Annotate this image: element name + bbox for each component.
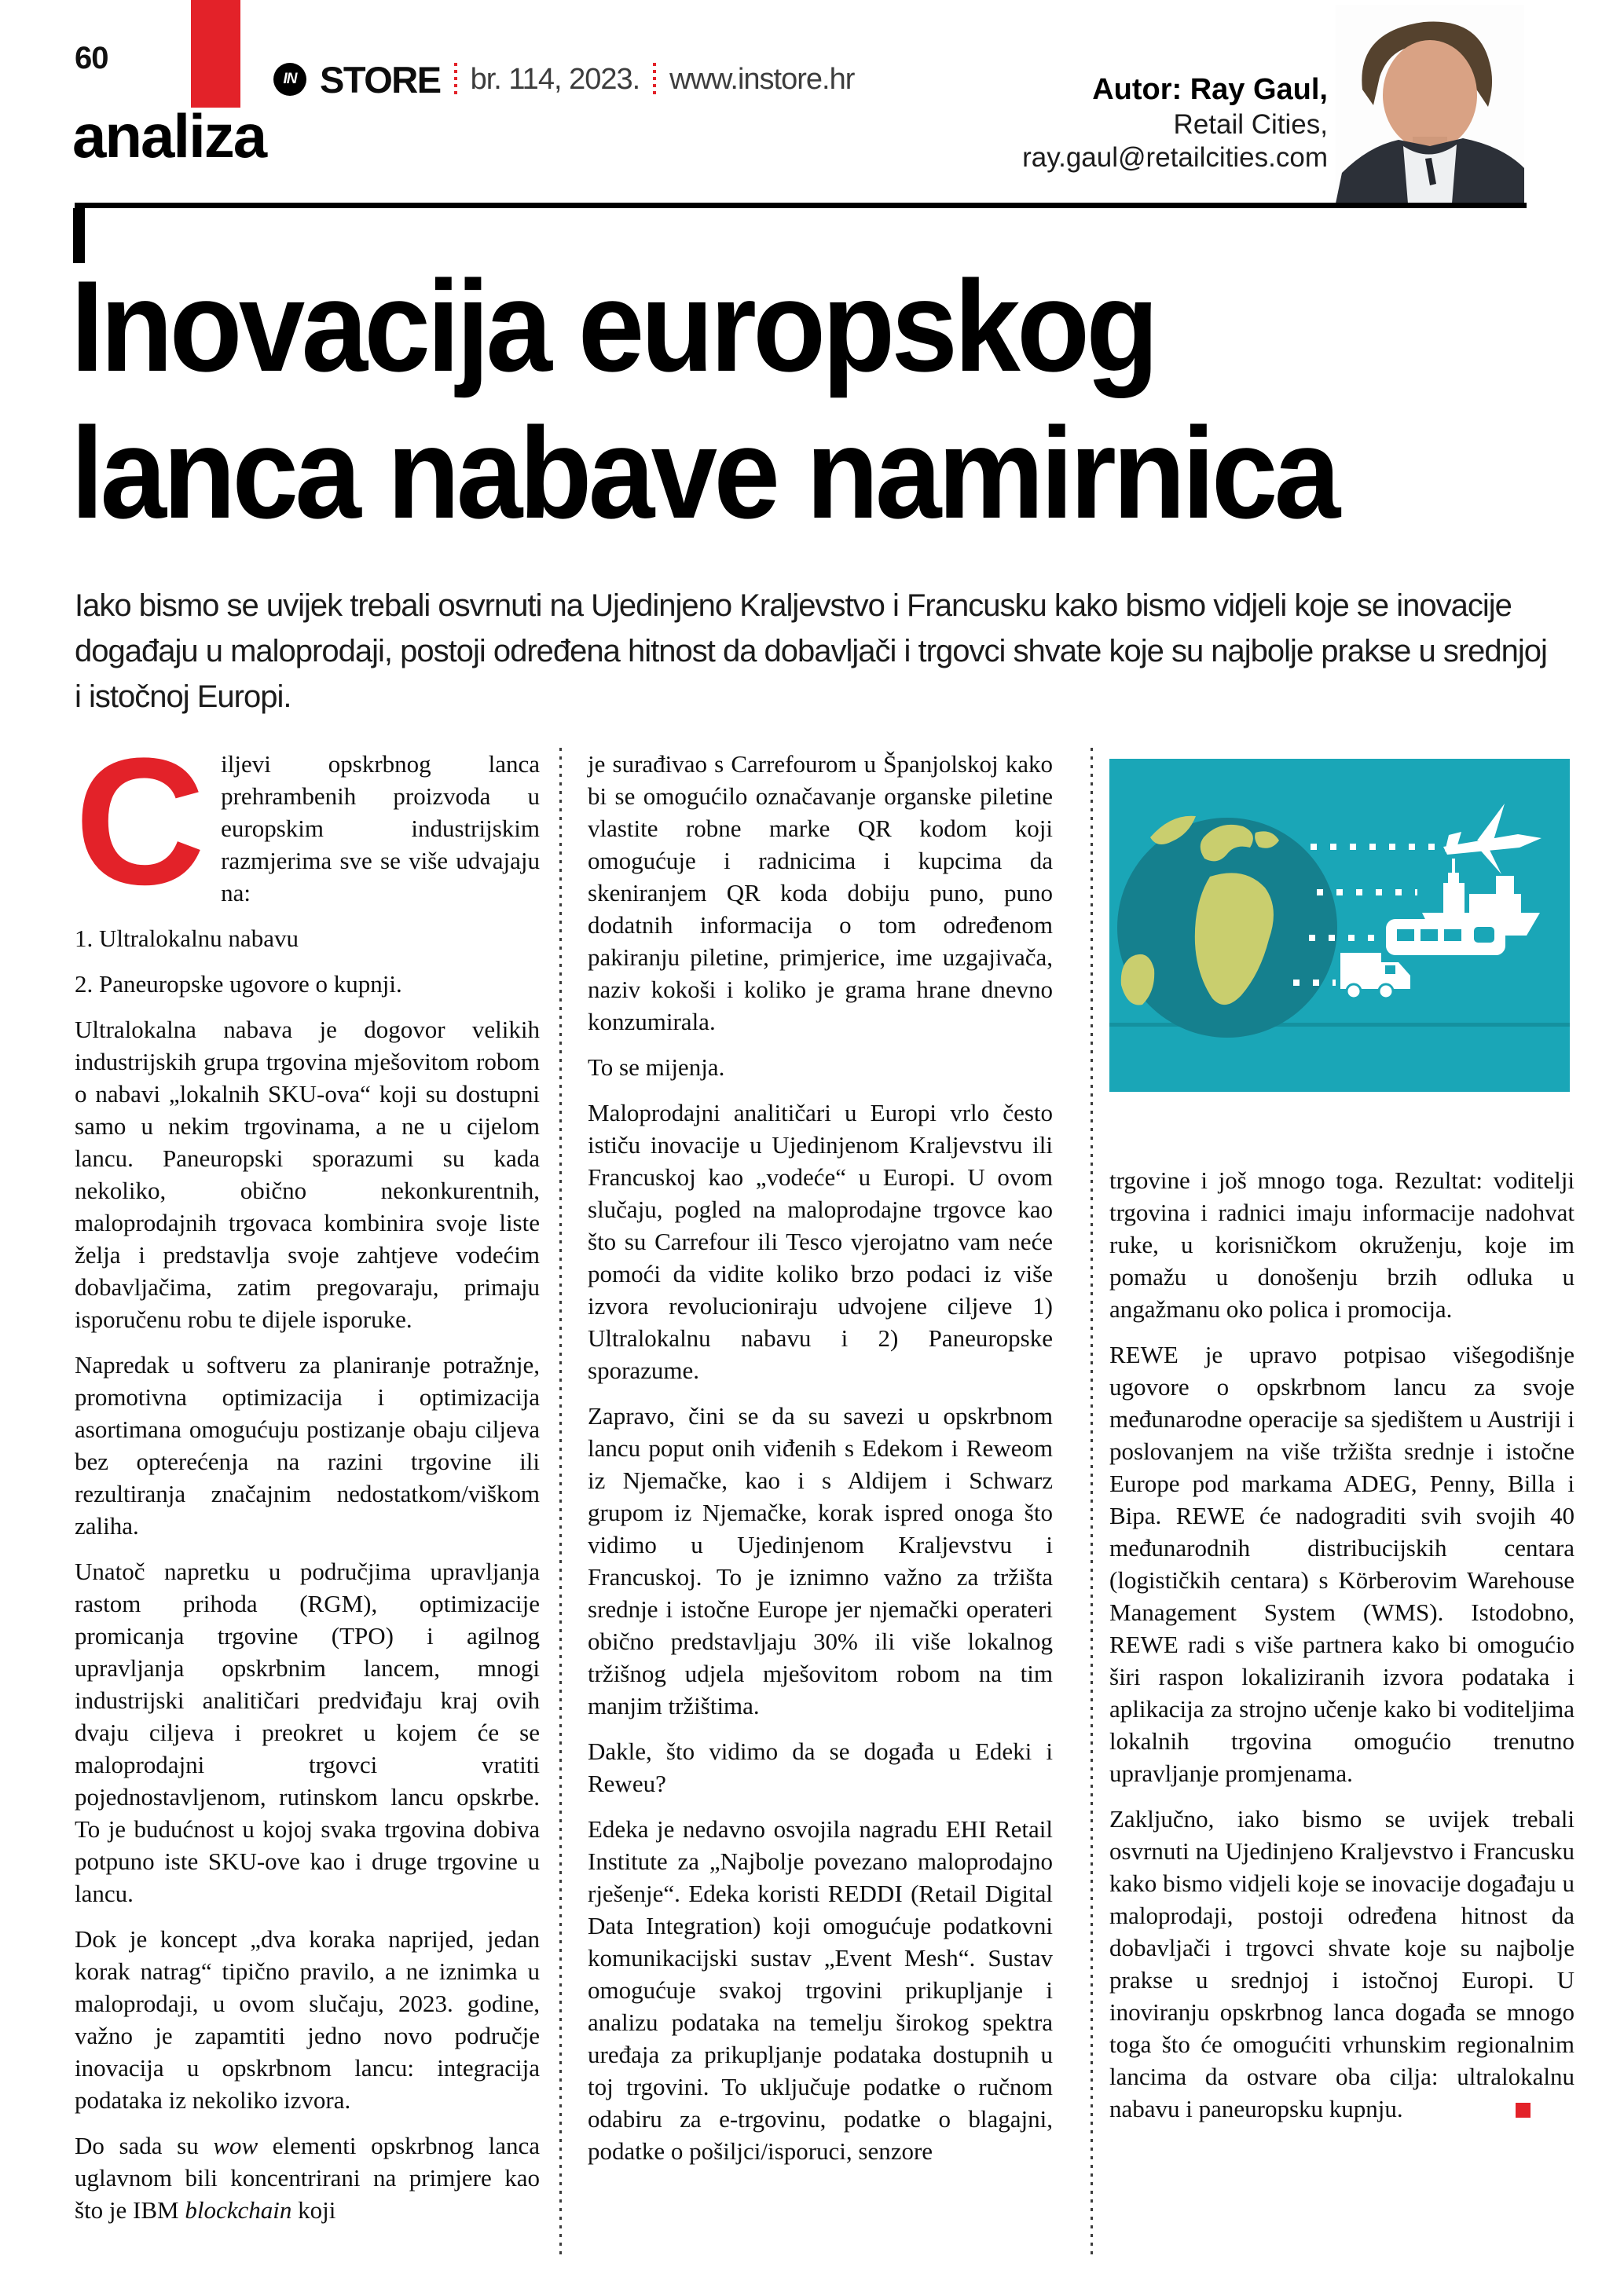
paragraph: Ultralokalna nabava je dogovor velikih industrijskih grupa trgovina mješovitom robom o nabavi „lokalnih SKU-ova“ koji su dostupni samo u nekim trgovinama, a ne u cijelom lancu. Paneuropski sporazumi su kada nekoliko, obično nekonkurentnih, maloprodajnih trgovaca kombinira svoje liste želja i predstavlja svoje zahtjeve vodećim dobavljačima, zatim pregovaraju, primaju isporučenu robu te dijele isporuke.	[75, 1016, 540, 1333]
author-block	[786, 72, 1328, 174]
instore-logo-icon: IN	[273, 63, 306, 96]
section-title: analiza	[72, 101, 266, 170]
list-item: 1. Ultralokalnu nabavu	[75, 925, 299, 952]
lead-paragraph: Iako bismo se uvijek trebali osvrnuti na Ujedinjeno Kraljevstvo i Francusku kako bismo vidjeli koje se inovacije događaju u maloprodaji, postoji određena hitnost da dobavljači i trgovci shvate koje su najbolje prakse u srednjoj i istočnoj Europi.	[75, 588, 1547, 714]
paragraph: Do sada su wow elementi opskrbnog lanca uglavnom bili koncentrirani na primjere kao što je IBM blockchain koji	[75, 2132, 540, 2224]
column-separator	[559, 748, 562, 2260]
paragraph: REWE je upravo potpisao višegodišnje ugovore o opskrbnom lancu za svoje međunarodne operacije sa sjedištem u Austriji i poslovanjem na više tržišta srednje i istočne Europe pod markama ADEG, Penny, Billa i Bipa. REWE će nadograditi svih svojih 40 međunarodnih distribucijskih centara (logističkih centara) s Körberovim Warehouse Management System (WMS). Istodobno, REWE radi s više partnera kako bi omogućio širi raspon lokaliziranih izvora podataka i aplikacija za strojno učenje kako bi voditeljima lokalnih trgovina omogućio trenutno upravljanje promjenama.	[1109, 1341, 1575, 1787]
body-column-3	[1109, 748, 1575, 2138]
paragraph	[75, 720, 540, 922]
masthead	[273, 60, 854, 99]
body-column-2	[588, 748, 1053, 2181]
author-email: ray.gaul@retailcities.com	[1022, 141, 1328, 173]
paragraph: Zaključno, iako bismo se uvijek trebali osvrnuti na Ujedinjeno Kraljevstvo i Francusku kako bismo vidjeli koje se inovacije događaju u maloprodaji, postoji određena hitnost da dobavljači i trgovci shvate koje su najbolje prakse u srednjoj i istočnoj Europi. U inoviranju opskrbnog lanca događa se mnogo toga što će omogućiti vrhunskim regionalnim lancima da ostvare oba cilja: ultralokalnu nabavu i paneuropsku kupnju.	[1109, 1805, 1575, 2122]
article-headline	[71, 253, 1447, 547]
masthead-red-bar	[191, 0, 240, 108]
paragraph: Dakle, što vidimo da se događa u Edeki i Reweu?	[588, 1738, 1053, 1797]
issue-number: br. 114, 2023.	[470, 62, 640, 96]
header-rule	[75, 203, 1527, 208]
logistics-illustration	[1109, 759, 1570, 1092]
globe	[1117, 816, 1337, 1038]
bus-icon	[1386, 919, 1505, 955]
paragraph: Napredak u softveru za planiranje potražnje, promotivna optimizacija i optimizacija asortimana omogućuju postizanje obaju ciljeva bez opterećenja na razini trgovine ili rezultiranja značajnim nedostatkom/viškom zaliha.	[75, 1351, 540, 1540]
author-photo	[1336, 5, 1524, 203]
paragraph: Dok je koncept „dva koraka naprijed, jedan korak natrag“ tipično pravilo, a ne iznimka u maloprodaji, u ovom slučaju, 2023. godine, važno je zapamtiti jedno novo područje inovacija u opskrbnom lancu: integracija podataka iz nekoliko izvora.	[75, 1925, 540, 2114]
paragraph: Edeka je nedavno osvojila nagradu EHI Retail Institute za „Najbolje povezano maloprodajno rješenje“. Edeka koristi REDDI (Retail Digital Data Integration) koji omogućuje podatkovni komunikacijski sustav „Event Mesh“. Sustav omogućuje svakoj trgovini prikupljanje i analizu podataka na temelju širokog spektra uređaja za prikupljanje podataka dostupnih u toj trgovini. To uključuje podatke o ručnom odabiru za e-trgovinu, podatke o blagajni, podatke o pošiljci/isporuci, senzore	[588, 1815, 1053, 2165]
paragraph: Zapravo, čini se da su savezi u opskrbnom lancu poput onih viđenih s Edekom i Reweom iz Njemačke, kao i s Aldijem i Schwarz grupom iz Njemačke, korak ispred onoga što vidimo u Ujedinjenom Kraljevstvu i Francuskoj. To je iznimno važno za tržišta srednje i istočne Europe jer njemački operateri obično predstavljaju 30% ili više lokalnog tržišnog udjela mješovitom robom na tim manjim tržištima.	[588, 1402, 1053, 1719]
headline-line-2: lanca nabave namirnica	[71, 401, 1337, 545]
list-item: 2. Paneuropske ugovore o kupnji.	[75, 970, 402, 998]
paragraph: To se mijenja.	[588, 1053, 725, 1081]
italic-term: blockchain	[185, 2196, 292, 2224]
body-column-1	[75, 720, 540, 2239]
headline-line-1: Inovacija europskog	[71, 254, 1156, 398]
paragraph: Unatoč napretku u područjima upravljanja rastom prihoda (RGM), optimizacije promicanja trgovine (TPO) i agilnog upravljanja opskrbnim lancem, mnogi industrijski analitičari predviđaju kraj ovih dvaju ciljeva i preokret u kojem će se maloprodajni trgovci vratiti pojednostavljenom, rutinskom lancu opskrbe. To je budućnost u kojoj svaka trgovina dobiva potpuno iste SKU-ove kao i druge trgovine u lancu.	[75, 1558, 540, 1907]
drop-cap: C	[75, 720, 206, 922]
website-url: www.instore.hr	[669, 62, 855, 96]
paragraph: Maloprodajni analitičari u Europi vrlo često ističu inovacije u Ujedinjenom Kraljevstvu ili Francuskoj kao „vodeće“ u Europi. U ovom slučaju, pogled na maloprodajne trgovce kao što su Carrefour ili Tesco vjerojatno vam neće pomoći da vidite koliko brzo podaci iz više izvora revolucioniraju udvojene ciljeve 1) Ultralokalnu nabavu i 2) Paneuropske sporazume.	[588, 1099, 1053, 1384]
masthead-dotted-separator	[454, 63, 457, 96]
masthead-dotted-separator	[653, 63, 656, 96]
paragraph: je surađivao s Carrefourom u Španjolskoj kako bi se omogućilo označavanje organske piletine vlastite robne marke QR kodom koji omogućuje i radnicima i kupcima da skeniranjem QR koda dobiju puno, puno dodatnih informacija o tom određenom pakiranju piletine, primjerice, ime uzgajivača, naziv kokoši i koliko je grama hrane dnevno konzumirala.	[588, 750, 1053, 1035]
article-end-mark	[1516, 2103, 1531, 2118]
instore-logo-wordmark: STORE	[320, 58, 441, 101]
paragraph: trgovine i još mnogo toga. Rezultat: voditelji trgovina i radnici imaju informacije nadohvat ruke, u korisničkom okruženju, koje im pomažu u donošenju brzih odluka u angažmanu oko polica i promocija.	[1109, 1166, 1575, 1323]
paragraph-text: iljevi opskrbnog lanca prehrambenih proizvoda u europskim industrijskim razmjerima sve se više udvajaju na:	[221, 750, 540, 906]
author-org: Retail Cities,	[1173, 108, 1328, 140]
column-separator	[1091, 748, 1093, 2260]
page-number: 60	[75, 41, 108, 75]
author-name: Autor: Ray Gaul,	[1092, 73, 1328, 106]
italic-term: wow	[213, 2132, 258, 2159]
